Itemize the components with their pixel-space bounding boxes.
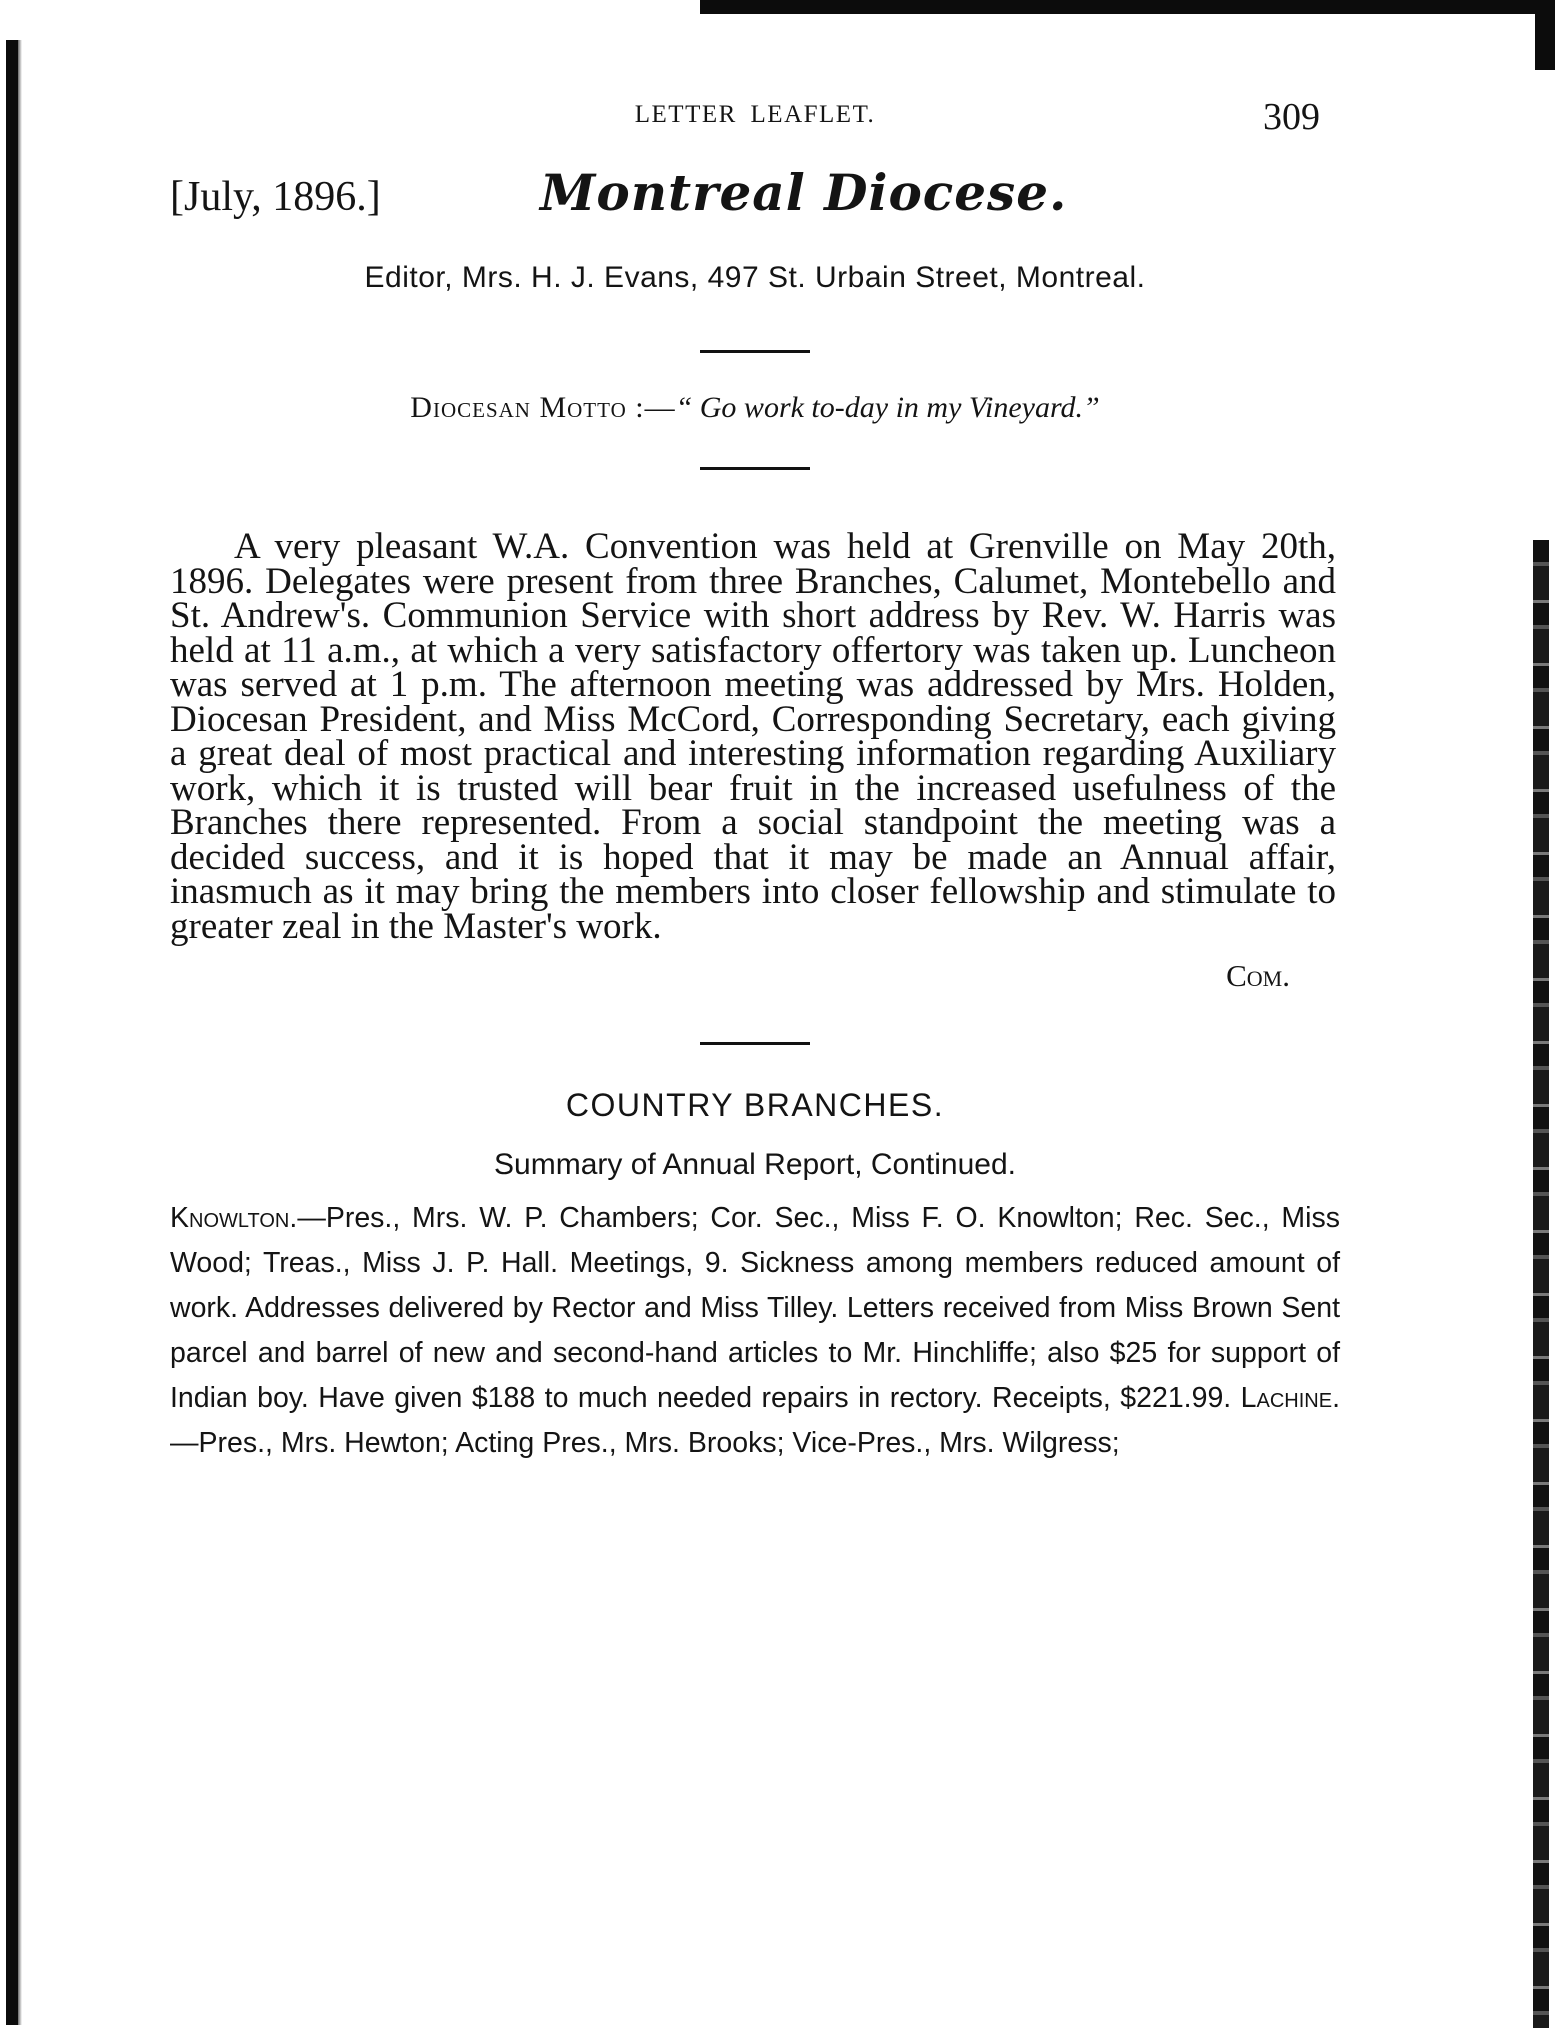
convention-paragraph: A very pleasant W.A. Convention was held at Grenville on May 20th, 1896. Delegates were present from three Branches, Calumet, Montebello and St. Andrew's. Communion Service with short address by Rev. W. Harris was held at 11 a.m., at which a very satisfactory offertory was taken up. Luncheon was served at 1 p.m. The afternoon meeting was addressed by Mrs. Holden, Diocesan President, and Miss McCord, Corresponding Secretary, each giving a great deal of most practical and interesting information regarding Auxiliary work, which it is trusted will bear fruit in the increased usefulness of the Branches there represented. From a social standpoint the meeting was a decided success, and it is hoped that it may be made an Annual affair, inasmuch as it may bring the members into closer fellowship and stimulate to greater zeal in the Master's work. — [170, 526, 1336, 947]
diocesan-motto — [170, 391, 1340, 425]
motto-label: Diocesan Motto :— — [410, 391, 676, 424]
scan-edge-top — [700, 0, 1555, 14]
branch-summary — [170, 1196, 1340, 1466]
running-head — [170, 95, 1340, 155]
scan-edge-top-right — [1535, 0, 1555, 70]
document-page — [170, 95, 1340, 1466]
editor-line: Editor, Mrs. H. J. Evans, 497 St. Urbain Street, Montreal. — [364, 261, 1146, 294]
branch-name-lachine: Lachine. — [1240, 1382, 1340, 1414]
scan-edge-left-shadow — [18, 40, 22, 2025]
page-number: 309 — [1263, 96, 1320, 138]
scan-edge-right — [1533, 540, 1549, 2028]
scan-edge-left — [6, 40, 18, 2025]
divider-rule — [700, 467, 810, 470]
signoff: Com. — [1226, 958, 1290, 993]
section-title: COUNTRY BRANCHES. — [565, 1087, 945, 1123]
divider-rule — [700, 350, 810, 353]
branch-text-lachine: —Pres., Mrs. Hewton; Acting Pres., Mrs. Brooks; Vice-Pres., Mrs. Wilgress; — [170, 1427, 1120, 1459]
title-row — [170, 163, 1340, 243]
diocese-title: Montreal Diocese. — [540, 163, 1068, 222]
convention-report — [170, 526, 1336, 947]
branch-text-knowlton: —Pres., Mrs. W. P. Chambers; Cor. Sec., Miss F. O. Knowlton; Rec. Sec., Miss Wood; Treas., Miss J. P. Hall. Meetings, 9. Sickness among members reduced amount of work. Addresses delivered by Rector and Miss Tilley. Letters received from Miss Brown Sent parcel and barrel of new and second-hand articles to Mr. Hinchliffe; also $25 for support of Indian boy. Have given $188 to much needed repairs in rectory. Receipts, $221.99. — [170, 1202, 1340, 1414]
branch-name-knowlton: Knowlton. — [170, 1202, 298, 1234]
motto-quote: “ Go work to-day in my Vineyard.” — [675, 391, 1100, 424]
section-subtitle: Summary of Annual Report, Continued. — [494, 1148, 1016, 1181]
running-title: LETTER LEAFLET. — [634, 101, 876, 128]
branch-summary-paragraph — [170, 1196, 1340, 1466]
divider-rule — [700, 1042, 810, 1045]
issue-date: [July, 1896.] — [170, 174, 381, 220]
